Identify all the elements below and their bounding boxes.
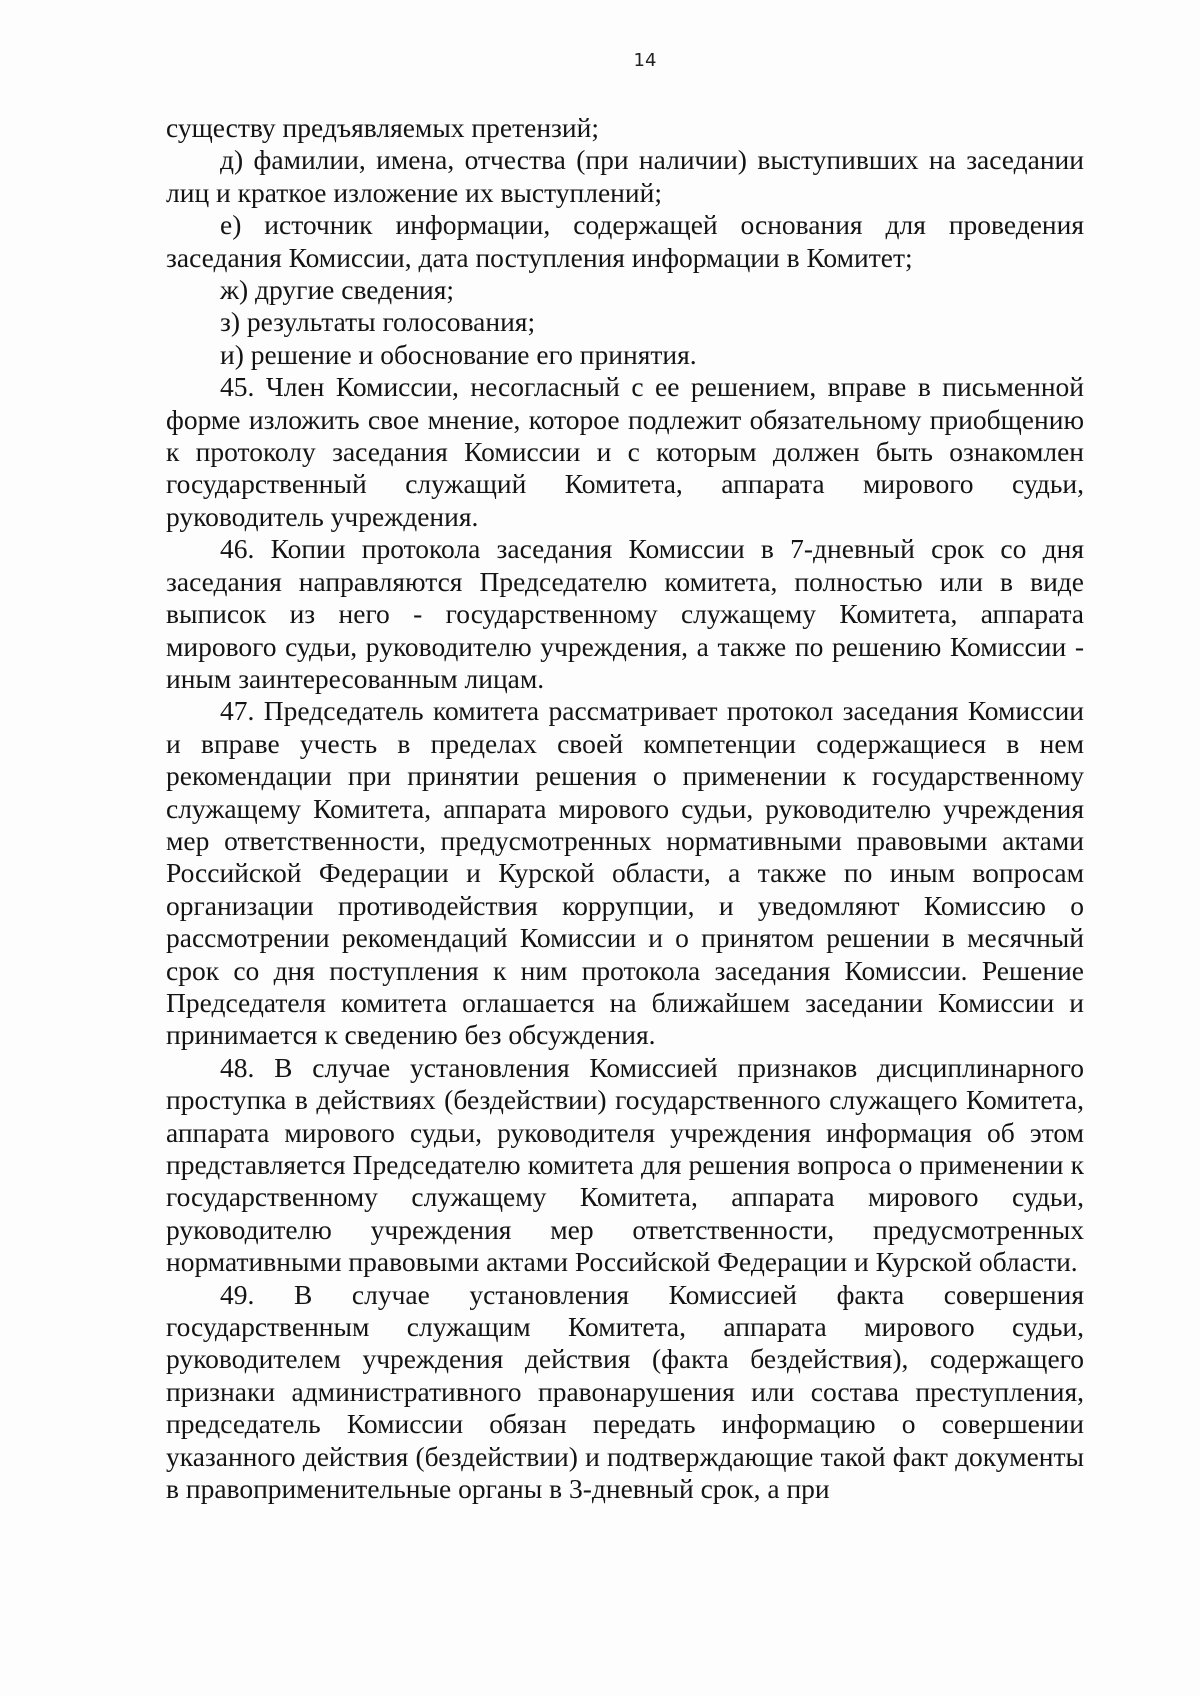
document-body bbox=[166, 112, 1084, 1505]
list-item-e: е) источник информации, содержащей основания для проведения заседания Комиссии, дата поступления информации в Комитет; bbox=[166, 209, 1084, 273]
paragraph-45: 45. Член Комиссии, несогласный с ее решением, вправе в письменной форме изложить свое мнение, которое подлежит обязательному приобщению к протоколу заседания Комиссии и с которым должен быть ознакомлен государственный служащий Комитета, аппарата мирового судьи, руководитель учреждения. bbox=[166, 371, 1084, 532]
list-item-i: и) решение и обоснование его принятия. bbox=[220, 338, 697, 370]
list-item-d: д) фамилии, имена, отчества (при наличии) выступивших на заседании лиц и краткое изложение их выступлений; bbox=[166, 144, 1084, 208]
paragraph-48: 48. В случае установления Комиссией признаков дисциплинарного проступка в действиях (бездействии) государственного служащего Комитета, аппарата мирового судьи, руководителя учреждения информация об этом представляется Председателю комитета для решения вопроса о применении к государственному служащему Комитета, аппарата мирового судьи, руководителю учреждения мер ответственности, предусмотренных нормативными правовыми актами Российской Федерации и Курской области. bbox=[166, 1051, 1084, 1278]
paragraph-49: 49. В случае установления Комиссией факта совершения государственным служащим Комитета, аппарата мирового судьи, руководителем учреждения действия (факта бездействия), содержащего признаки административного правонарушения или состава преступления, председатель Комиссии обязан передать информацию о совершении указанного действия (бездействии) и подтверждающие такой факт документы в правоприменительные органы в 3-дневный срок, а при bbox=[166, 1278, 1084, 1505]
paragraph-46: 46. Копии протокола заседания Комиссии в 7-дневный срок со дня заседания направляются Председателю комитета, полностью или в виде выписок из него - государственному служащему Комитета, аппарата мирового судьи, руководителю учреждения, а также по решению Комиссии - иным заинтересованным лицам. bbox=[166, 533, 1084, 694]
paragraph-47: 47. Председатель комитета рассматривает протокол заседания Комиссии и вправе учесть в пределах своей компетенции содержащиеся в нем рекомендации при принятии решения о применении к государственному служащему Комитета, аппарата мирового судьи, руководителю учреждения мер ответственности, предусмотренных нормативными правовыми актами Российской Федерации и Курской области, а также по иным вопросам организации противодействия коррупции, и уведомляют Комиссию о рассмотрении рекомендаций Комиссии и о принятом решении в месячный срок со дня поступления к ним протокола заседания Комиссии. Решение Председателя комитета оглашается на ближайшем заседании Комиссии и принимается к сведению без обсуждения. bbox=[166, 695, 1084, 1051]
page-number: 14 bbox=[633, 50, 657, 71]
list-item-z: з) результаты голосования; bbox=[220, 306, 536, 338]
list-item-zh: ж) другие сведения; bbox=[220, 274, 455, 306]
paragraph-continuation: существу предъявляемых претензий; bbox=[166, 112, 599, 143]
